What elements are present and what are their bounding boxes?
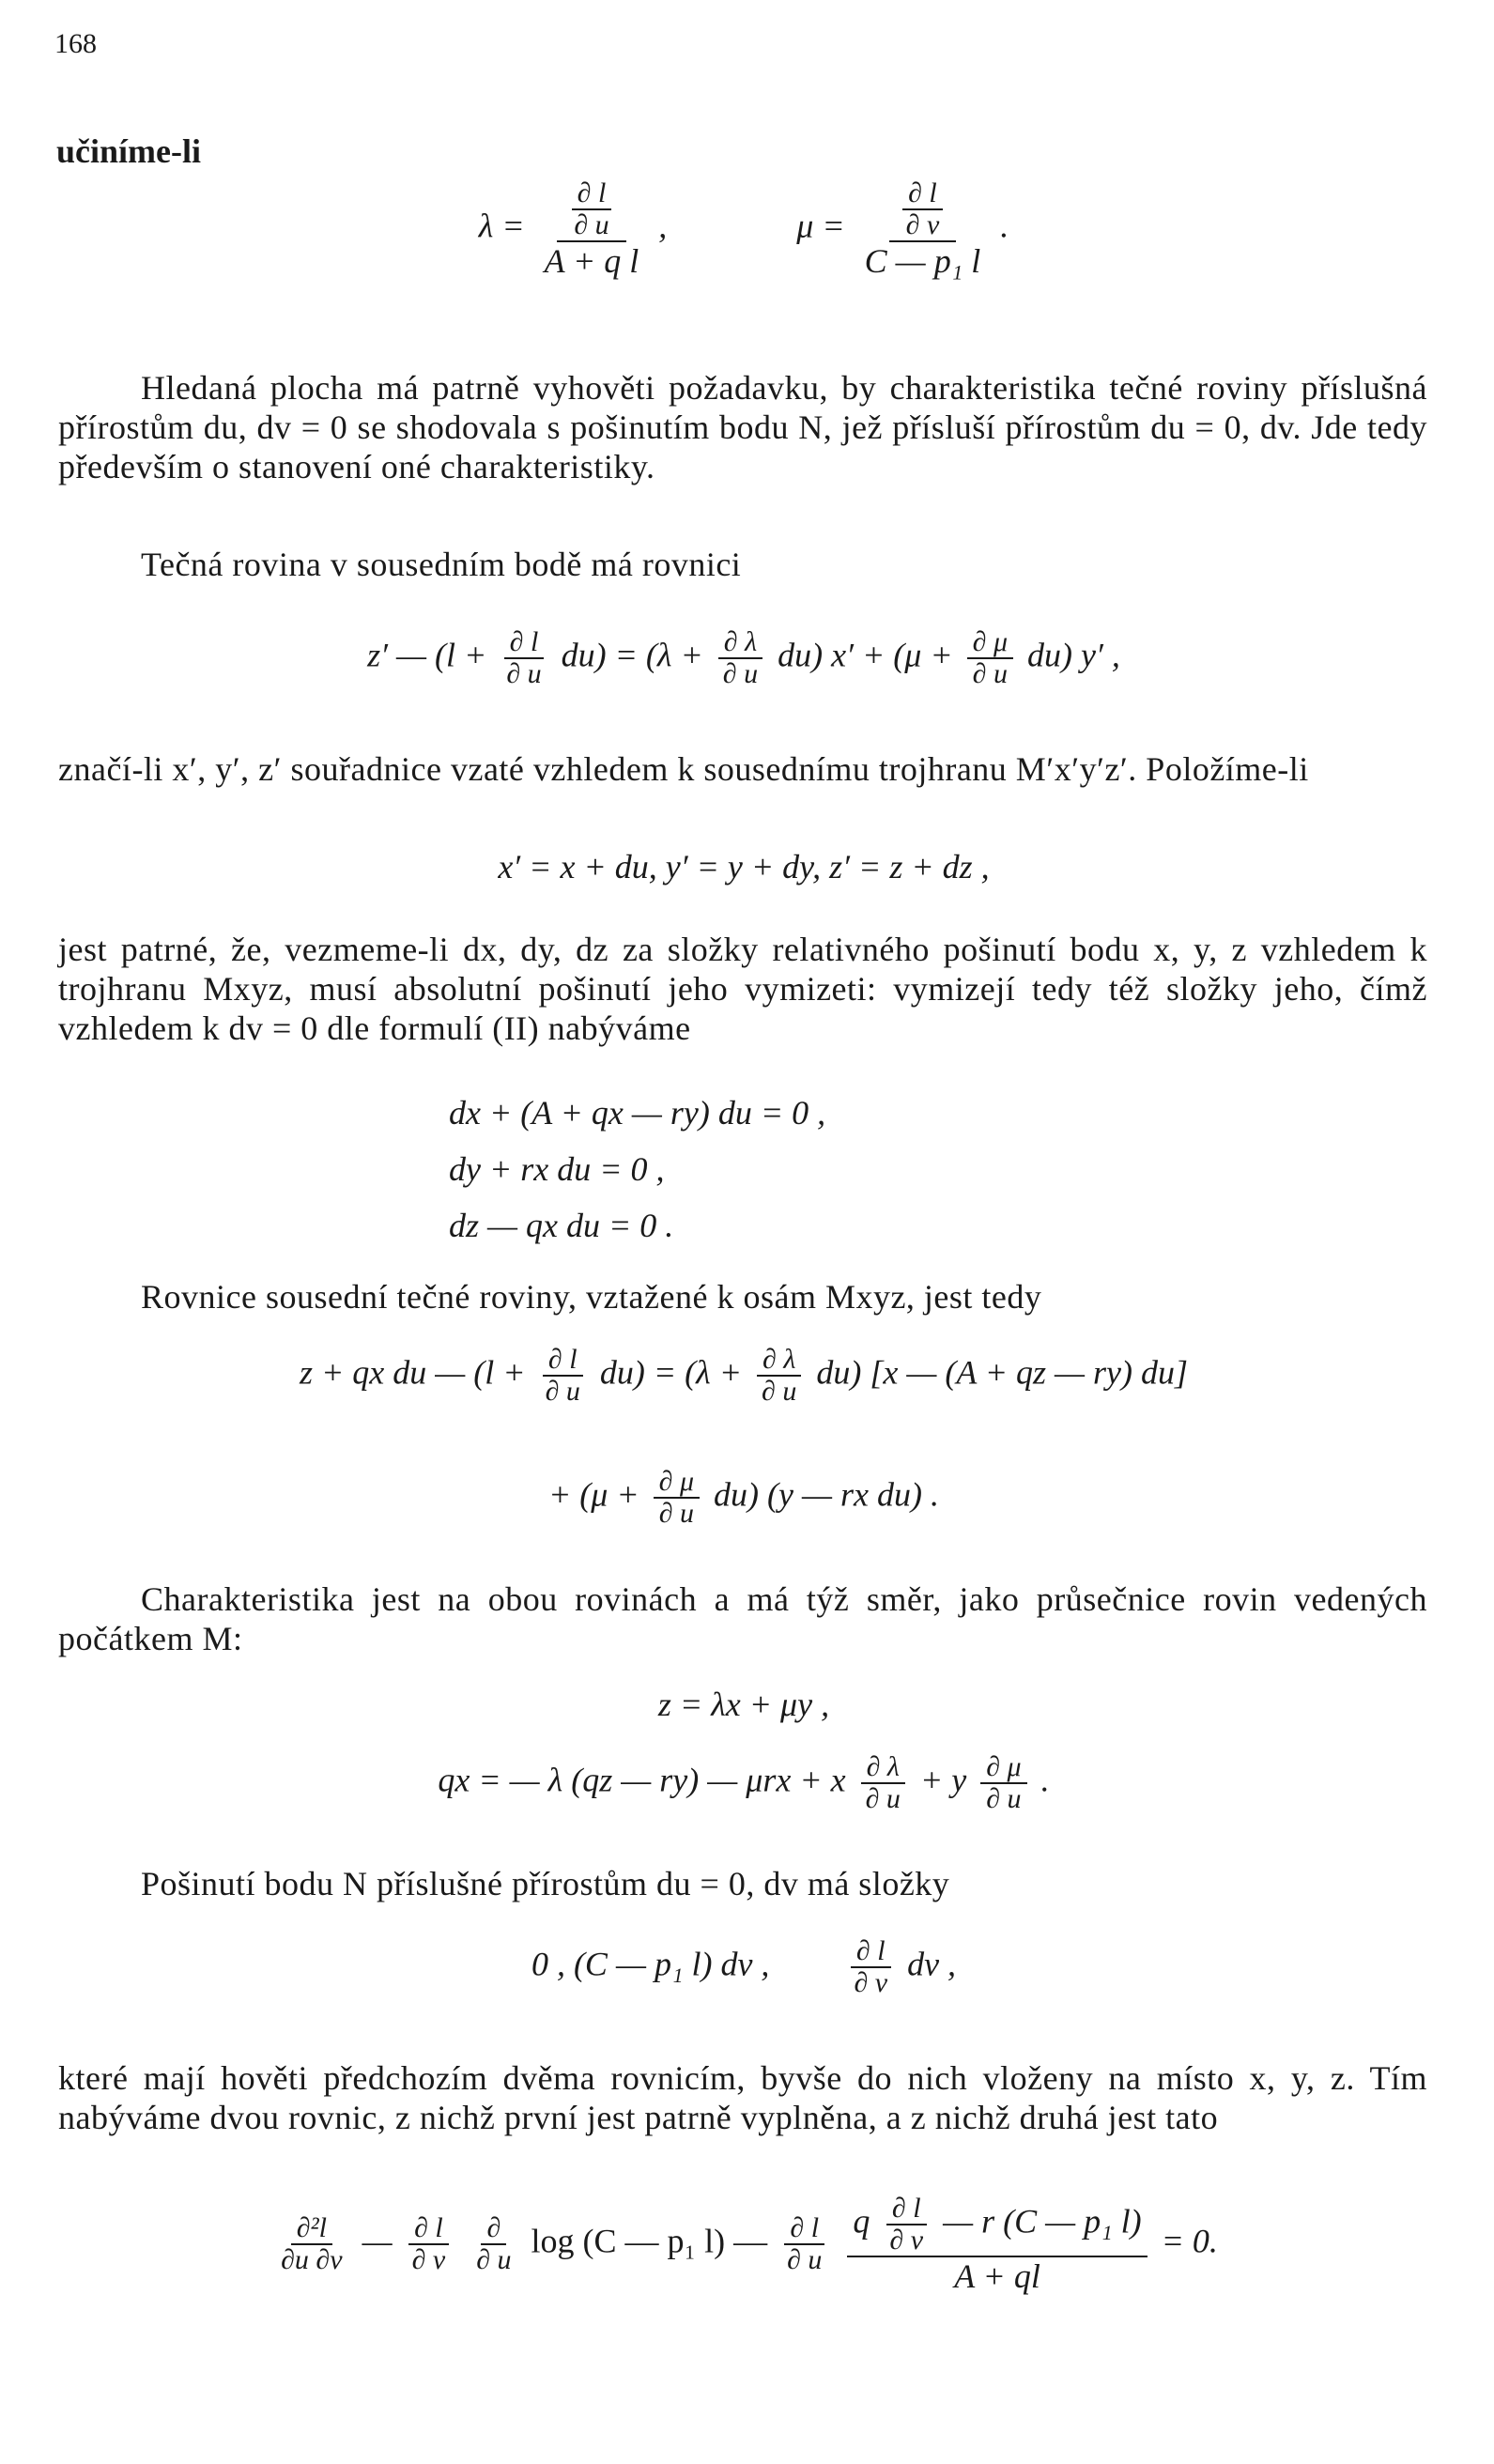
paragraph-6: Charakteristika jest na obou rovinách a má týž směr, jako průsečnice rovin vedených počátkem M: — [58, 1580, 1427, 1657]
eq4-line-2: dy + rx du = 0 , — [449, 1150, 665, 1188]
eq5-pre2: + (μ + — [548, 1475, 639, 1514]
eq2-fraction-1 — [501, 627, 547, 689]
eq1-lambda-den: A + q l — [544, 242, 639, 280]
eq8-fraction-3 — [470, 2213, 516, 2275]
page-number: 168 — [54, 28, 97, 59]
eq1-lambda-lhs: λ = — [478, 207, 525, 245]
eq7-fraction — [848, 1936, 893, 1998]
eq2-fraction-2 — [717, 627, 763, 689]
eq5-end1: du) [x — (A + qz — ry) du] — [816, 1353, 1188, 1392]
paragraph-1: Hledaná plocha má patrně vyhověti požadavku, by charakteristika tečné roviny příslušná přírostům du, dv = 0 se shodovala s pošinutím bodu N, jež přísluší přírostům du = 0, dv. Jde tedy především o stanovení oné charakteristiky. — [58, 369, 1427, 485]
eq5-fraction-1 — [540, 1345, 586, 1407]
eq8-op1: — — [362, 2222, 393, 2260]
eq2-mid1: du) = (λ + — [561, 636, 703, 674]
eq8-big-den: A + ql — [954, 2257, 1040, 2295]
eq2-f3-den: ∂ u — [972, 658, 1008, 689]
lead-heading: učiníme-li — [56, 132, 201, 170]
eq8-big-num-post: — r (C — p₁ l) — [943, 2202, 1142, 2241]
paragraph-3: značí-li x′, y′, z′ souřadnice vzaté vzhledem k sousednímu trojhranu M′x′y′z′. Položíme-li — [58, 750, 1309, 788]
eq5-f2-den: ∂ u — [762, 1376, 797, 1407]
eq6-mid: + y — [919, 1761, 967, 1799]
eq8-big-inner-num: ∂ l — [886, 2194, 927, 2225]
paragraph-5: Rovnice sousední tečné roviny, vztažené k osám Mxyz, jest tedy — [141, 1278, 1042, 1316]
eq4-line-1: dx + (A + qx — ry) du = 0 , — [449, 1094, 826, 1132]
paragraph-7: Pošinutí bodu N příslušné přírostům du = 0, dv má složky — [141, 1865, 950, 1902]
eq2-mid2: du) x′ + (μ + — [778, 636, 953, 674]
eq7-pre: 0 , (C — p₁ l) dv , — [531, 1945, 770, 1983]
eq2-f3-num: ∂ μ — [967, 627, 1013, 659]
eq6-f2-num: ∂ μ — [980, 1752, 1026, 1784]
eq1-end: . — [1000, 207, 1009, 245]
equation-neighbour-plane-line-2 — [58, 1467, 1429, 1529]
paragraph-2: Tečná rovina v sousedním bodě má rovnici — [141, 546, 742, 583]
eq8-f3-den: ∂ u — [476, 2244, 512, 2275]
eq5-lhs: z + qx du — (l + — [299, 1353, 526, 1392]
eq2-f1-den: ∂ u — [506, 658, 542, 689]
eq5-f2-num: ∂ λ — [757, 1345, 801, 1377]
equation-plane-through-origin: z = λx + μy , — [657, 1686, 830, 1723]
eq8-f1-den: ∂u ∂v — [281, 2244, 343, 2275]
eq8-big-inner-den: ∂ v — [889, 2225, 924, 2256]
eq5-fraction-2 — [756, 1345, 802, 1407]
equation-system-1 — [449, 1085, 1012, 1254]
eq1-mu-lhs: μ = — [796, 207, 845, 245]
eq8-fraction-4 — [781, 2213, 827, 2275]
eq5-end2: du) (y — rx du) . — [714, 1475, 939, 1514]
eq6-f1-num: ∂ λ — [861, 1752, 905, 1784]
eq8-rhs: = 0. — [1161, 2222, 1218, 2260]
eq5-fraction-3 — [654, 1467, 700, 1529]
equation-displacement-components — [58, 1936, 1429, 1998]
paragraph-8: které mají hověti předchozím dvěma rovnicím, byvše do nich vloženy na místo x, y, z. Tím nabýváme dvou rovnic, z nichž první jest patrně vyplněna, a z nichž druhá jest tato — [58, 2059, 1427, 2136]
eq2-end: du) y′ , — [1027, 636, 1120, 674]
equation-neighbour-plane-line-1 — [58, 1345, 1429, 1407]
eq8-log: log (C — p₁ l) — — [531, 2222, 768, 2260]
eq6-f1-den: ∂ u — [865, 1783, 901, 1814]
eq2-fraction-3 — [967, 627, 1013, 689]
paragraph-4: jest patrné, že, vezmeme-li dx, dy, dz za složky relativného pošinutí bodu x, y, z vzhledem k trojhranu Mxyz, musí absolutní pošinutí jeho vymizeti: vymizejí tedy též složky jeho, čímž vzhledem k dv = 0 dle formulí (II) nabýváme — [58, 931, 1427, 1047]
eq5-f1-den: ∂ u — [545, 1376, 580, 1407]
eq5-f3-num: ∂ μ — [654, 1467, 700, 1499]
equation-lambda-mu — [58, 178, 1429, 280]
eq5-mid1: du) = (λ + — [599, 1353, 743, 1392]
eq8-f4-num: ∂ l — [784, 2213, 824, 2245]
eq8-fraction-1 — [275, 2213, 347, 2275]
eq2-lhs: z′ — (l + — [367, 636, 487, 674]
eq6-f2-den: ∂ u — [986, 1783, 1022, 1814]
eq7-f-num: ∂ l — [851, 1936, 891, 1968]
eq8-f2-den: ∂ v — [411, 2244, 446, 2275]
eq2-f1-num: ∂ l — [504, 627, 545, 659]
eq1-separator: , — [658, 207, 668, 245]
eq8-big-fraction — [847, 2194, 1147, 2295]
eq8-f1-num: ∂²l — [291, 2213, 332, 2245]
eq4-line-3: dz — qx du = 0 . — [449, 1207, 674, 1244]
eq6-end: . — [1040, 1761, 1050, 1799]
eq6-fraction-2 — [980, 1752, 1026, 1814]
eq2-f2-num: ∂ λ — [718, 627, 762, 659]
eq1-mu-inner-den: ∂ v — [905, 209, 940, 240]
eq7-post: dv , — [907, 1945, 957, 1983]
eq8-big-num-pre: q — [853, 2202, 870, 2241]
equation-substitution: x′ = x + du, y′ = y + dy, z′ = z + dz , — [498, 848, 990, 886]
eq2-f2-den: ∂ u — [722, 658, 759, 689]
eq6-line2-pre: qx = — λ (qz — ry) — μrx + x — [438, 1761, 846, 1799]
eq8-f3-num: ∂ — [481, 2213, 506, 2245]
eq1-lambda-inner-den: ∂ u — [574, 209, 609, 240]
eq8-big-inner-fraction — [884, 2194, 929, 2256]
eq8-f2-num: ∂ l — [408, 2213, 449, 2245]
eq1-mu-inner-fraction — [901, 178, 946, 240]
eq1-lambda-fraction — [539, 178, 645, 280]
eq1-mu-den: C — p₁ l — [864, 242, 981, 280]
equation-final-condition — [58, 2194, 1429, 2295]
equation-tangent-plane — [58, 627, 1429, 689]
eq5-f1-num: ∂ l — [543, 1345, 583, 1377]
equation-characteristic — [58, 1752, 1429, 1814]
eq5-f3-den: ∂ u — [658, 1498, 695, 1529]
eq6-fraction-1 — [860, 1752, 906, 1814]
eq1-mu-inner-num: ∂ l — [902, 178, 943, 210]
eq1-lambda-inner-num: ∂ l — [572, 178, 612, 210]
eq1-mu-fraction — [859, 178, 987, 280]
eq1-lambda-inner-fraction — [568, 178, 614, 240]
eq8-f4-den: ∂ u — [787, 2244, 823, 2275]
eq8-fraction-2 — [407, 2213, 452, 2275]
eq7-f-den: ∂ v — [854, 1967, 888, 1998]
